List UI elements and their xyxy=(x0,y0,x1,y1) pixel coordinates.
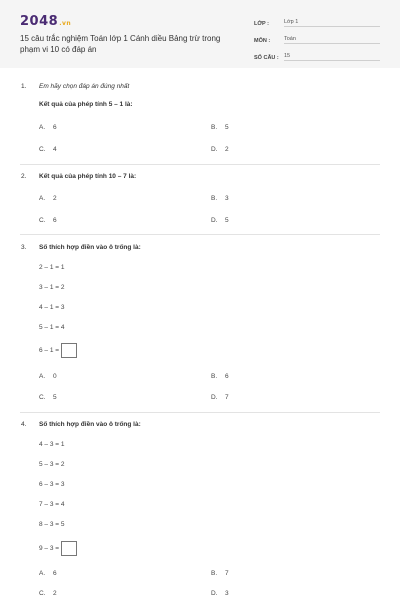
option-4b[interactable] xyxy=(211,570,229,577)
meta-value: Toán xyxy=(284,36,380,44)
meta-label: SỐ CÂU : xyxy=(254,55,279,61)
question-3-heading xyxy=(21,244,141,251)
logo-text: 2048 xyxy=(20,14,59,29)
question-text: Em hãy chọn đáp án đúng nhất xyxy=(39,83,130,90)
meta-row-subject xyxy=(254,30,380,44)
option-2d[interactable] xyxy=(211,217,229,224)
equation-line: 2 – 1 = 1 xyxy=(39,264,65,271)
option-1d[interactable] xyxy=(211,146,229,153)
question-number: 2. xyxy=(21,173,27,180)
option-letter: A. xyxy=(39,195,46,202)
option-value: 6 xyxy=(53,570,57,577)
option-letter: A. xyxy=(39,124,46,131)
option-1c[interactable] xyxy=(39,146,57,153)
option-value: 5 xyxy=(225,124,229,131)
logo-suffix: .vn xyxy=(59,20,72,27)
equation-line: 4 – 3 = 1 xyxy=(39,441,65,448)
equation-line: 6 – 3 = 3 xyxy=(39,481,65,488)
option-4d[interactable] xyxy=(211,590,229,597)
option-letter: B. xyxy=(211,195,218,202)
answer-blank-box[interactable] xyxy=(61,343,77,358)
question-text: Kết quả của phép tính 10 – 7 là: xyxy=(39,173,137,180)
equation-text: 9 – 3 = xyxy=(39,545,60,552)
equation-line: 7 – 3 = 4 xyxy=(39,501,65,508)
meta-label: LỚP : xyxy=(254,21,269,27)
option-value: 5 xyxy=(53,394,57,401)
option-value: 7 xyxy=(225,570,229,577)
option-value: 6 xyxy=(225,373,229,380)
question-text: Số thích hợp điền vào ô trống là: xyxy=(39,244,141,251)
option-letter: D. xyxy=(211,217,218,224)
question-1-subtext: Kết quả của phép tính 5 – 1 là: xyxy=(39,101,133,108)
option-value: 7 xyxy=(225,394,229,401)
option-letter: B. xyxy=(211,373,218,380)
option-letter: A. xyxy=(39,570,46,577)
question-4-heading xyxy=(21,421,141,428)
question-number: 1. xyxy=(21,83,27,90)
option-3c[interactable] xyxy=(39,394,57,401)
option-1a[interactable] xyxy=(39,124,57,131)
question-text: Số thích hợp điền vào ô trống là: xyxy=(39,421,141,428)
question-2-heading xyxy=(21,173,136,180)
option-4c[interactable] xyxy=(39,590,57,597)
equation-line: 8 – 3 = 5 xyxy=(39,521,65,528)
option-3a[interactable] xyxy=(39,373,57,380)
meta-value: 15 xyxy=(284,53,380,61)
option-value: 6 xyxy=(53,124,57,131)
option-2a[interactable] xyxy=(39,195,57,202)
option-value: 0 xyxy=(53,373,57,380)
question-number: 4. xyxy=(21,421,27,428)
option-letter: C. xyxy=(39,217,46,224)
document-header xyxy=(0,0,400,68)
option-value: 2 xyxy=(225,146,229,153)
question-divider xyxy=(20,234,380,235)
equation-blank-line xyxy=(39,343,77,358)
option-value: 3 xyxy=(225,195,229,202)
option-letter: B. xyxy=(211,124,218,131)
meta-info xyxy=(254,13,380,64)
option-value: 3 xyxy=(225,590,229,597)
option-value: 2 xyxy=(53,590,57,597)
option-4a[interactable] xyxy=(39,570,57,577)
option-2b[interactable] xyxy=(211,195,229,202)
option-letter: D. xyxy=(211,146,218,153)
meta-label: MÔN : xyxy=(254,38,271,44)
equation-text: 6 – 1 = xyxy=(39,347,60,354)
equation-line: 3 – 1 = 2 xyxy=(39,284,65,291)
question-number: 3. xyxy=(21,244,27,251)
equation-line: 5 – 1 = 4 xyxy=(39,324,65,331)
equation-line: 5 – 3 = 2 xyxy=(39,461,65,468)
question-divider xyxy=(20,164,380,165)
option-value: 5 xyxy=(225,217,229,224)
option-letter: D. xyxy=(211,590,218,597)
option-1b[interactable] xyxy=(211,124,229,131)
option-letter: A. xyxy=(39,373,46,380)
answer-blank-box[interactable] xyxy=(61,541,77,556)
meta-row-grade xyxy=(254,13,380,27)
option-value: 6 xyxy=(53,217,57,224)
option-letter: C. xyxy=(39,590,46,597)
option-3b[interactable] xyxy=(211,373,229,380)
question-1-heading xyxy=(21,83,129,90)
option-2c[interactable] xyxy=(39,217,57,224)
document-title: 15 câu trắc nghiệm Toán lớp 1 Cánh diều Bảng trừ trong phạm vi 10 có đáp án xyxy=(20,34,221,54)
option-value: 4 xyxy=(53,146,57,153)
equation-line: 4 – 1 = 3 xyxy=(39,304,65,311)
meta-row-count xyxy=(254,47,380,61)
option-3d[interactable] xyxy=(211,394,229,401)
option-letter: D. xyxy=(211,394,218,401)
option-letter: C. xyxy=(39,394,46,401)
option-value: 2 xyxy=(53,195,57,202)
meta-value: Lớp 1 xyxy=(284,19,380,27)
option-letter: B. xyxy=(211,570,218,577)
option-letter: C. xyxy=(39,146,46,153)
equation-blank-line xyxy=(39,541,77,556)
site-logo[interactable] xyxy=(20,14,71,29)
question-divider xyxy=(20,412,380,413)
